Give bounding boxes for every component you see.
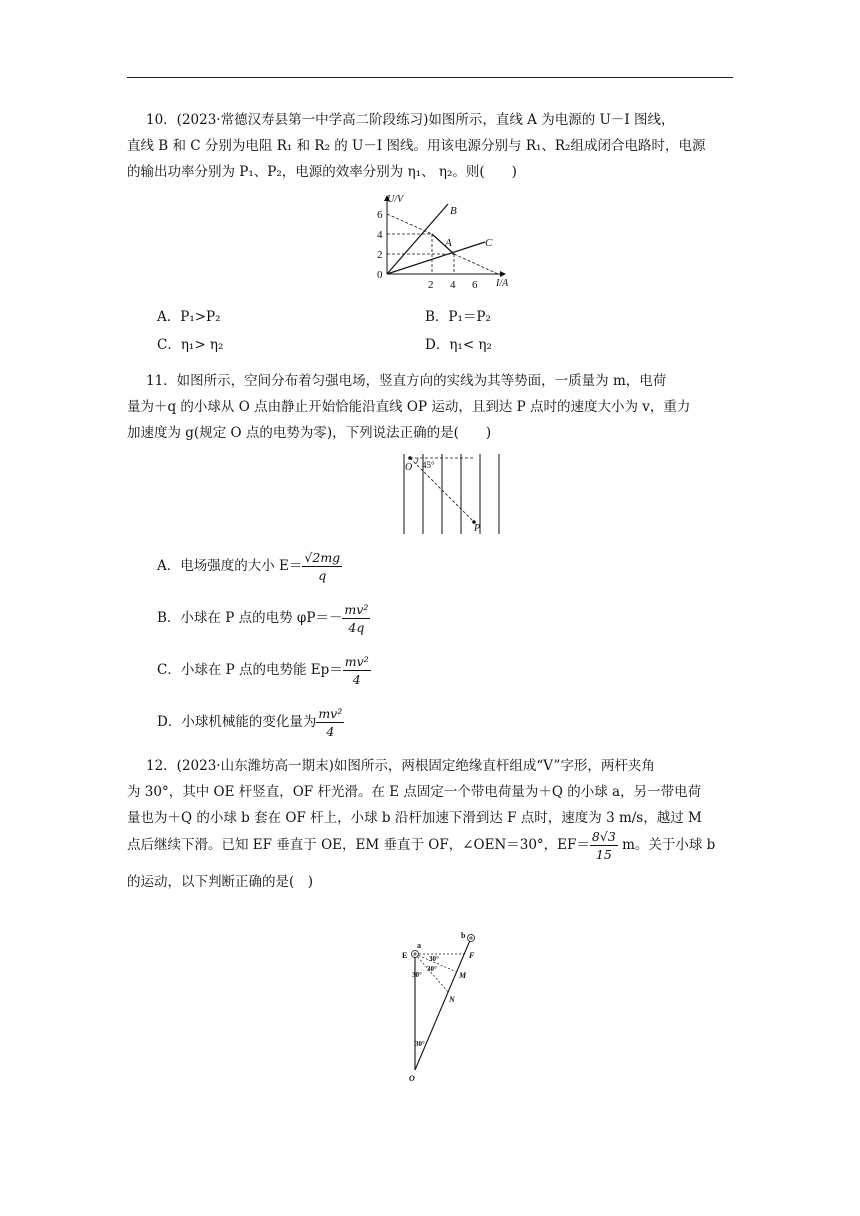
q10-xtick: 2: [428, 279, 434, 291]
header-rule: [127, 77, 733, 78]
fraction-denominator: 15: [595, 847, 612, 862]
q12-label-b: b: [461, 931, 466, 940]
q11-line3: 加速度为 g(规定 O 点的电势为零)，下列说法正确的是( ): [127, 425, 492, 441]
q11-option-b-fraction: [342, 601, 370, 636]
q11-option-b-text: B．小球在 P 点的电势 φP＝－: [157, 610, 343, 626]
q10-ui-graph: [365, 190, 515, 293]
q10-x-axis-label: I/A: [496, 278, 509, 289]
q12-line5: 的运动，以下判断正确的是( ): [127, 874, 314, 890]
q10-line2: 直线 B 和 C 分别为电阻 R₁ 和 R₂ 的 U－I 图线。用该电源分别与 R₁、R₂组成闭合电路时，电源: [127, 138, 706, 154]
q11-option-a-text: A．电场强度的大小 E＝: [157, 558, 303, 574]
q10-y-axis-label: U/V: [387, 194, 404, 205]
fraction-numerator: √2mg: [304, 550, 341, 565]
q12-ef-fraction: [590, 828, 618, 863]
q11-option-c: [157, 653, 371, 688]
q10-ytick: 6: [377, 209, 383, 221]
q10-option-d: D．η₁< η₂: [425, 337, 492, 353]
q11-option-b: [157, 601, 370, 636]
q10-line-a-label: A: [445, 237, 452, 249]
q12-angle-label: 30°: [427, 965, 437, 973]
q11-angle-label: 45°: [422, 460, 435, 470]
q10-origin-label: 0: [377, 269, 383, 281]
fraction-numerator: mv²: [318, 706, 343, 721]
q10-xtick: 4: [450, 279, 456, 291]
q11-option-d-fraction: [316, 705, 344, 740]
fraction-denominator: 4: [352, 672, 361, 687]
q12-line1: 12．(2023·山东潍坊高一期末)如图所示，两根固定绝缘直杆组成“V”字形，两杆夹角: [146, 758, 655, 774]
q11-option-a: [157, 549, 342, 584]
q12-angle-label: 30°: [415, 1040, 425, 1048]
q11-point-p: P: [474, 523, 481, 534]
q12-label-a: a: [417, 941, 421, 950]
q10-ytick: 4: [377, 229, 383, 241]
q11-line1: 11．如图所示，空间分布着匀强电场，竖直方向的实线为其等势面，一质量为 m，电荷: [146, 373, 667, 389]
fraction-numerator: mv²: [344, 654, 369, 669]
q11-line2: 量为＋q 的小球从 O 点由静止开始恰能沿直线 OP 运动，且到达 P 点时的速度大小为 v，重力: [127, 399, 691, 415]
q11-field-diagram: [398, 452, 508, 536]
q10-option-c: C．η₁> η₂: [157, 337, 224, 353]
fraction-numerator: mv²: [344, 602, 369, 617]
q10-line-c-label: C: [485, 237, 493, 249]
q11-option-d-text: D．小球机械能的变化量为: [157, 714, 317, 730]
q12-label-n: N: [449, 995, 455, 1004]
q10-ytick: 2: [377, 249, 383, 261]
q12-label-e: E: [402, 951, 408, 960]
q12-line2: 为 30°，其中 OE 杆竖直，OF 杆光滑。在 E 点固定一个带电荷量为＋Q 的小球 a，另一带电荷: [127, 784, 702, 800]
q12-label-o: O: [409, 1074, 415, 1082]
q10-xtick: 6: [472, 279, 478, 291]
q11-option-c-text: C．小球在 P 点的电势能 Ep＝: [157, 662, 343, 678]
q10-line3: 的输出功率分别为 P₁、P₂，电源的效率分别为 η₁、 η₂。则( ): [127, 164, 517, 180]
q12-label-m: M: [459, 971, 467, 980]
q10-line-b-label: B: [450, 205, 457, 217]
q12-angle-label: 30°: [429, 955, 439, 963]
q12-v-rod-diagram: [395, 930, 485, 1082]
q10-option-b: B．P₁＝P₂: [425, 309, 491, 325]
q11-point-o: O: [405, 462, 413, 473]
q12-line4-text: 点后继续下滑。已知 EF 垂直于 OE，EM 垂直于 OF，∠OEN＝30°，EF＝: [127, 837, 590, 853]
fraction-denominator: 4: [326, 724, 335, 739]
q11-option-a-fraction: [302, 549, 342, 584]
q10-option-a: A．P₁>P₂: [157, 309, 221, 325]
q11-option-d: [157, 705, 344, 740]
q12-angle-label: 30°: [412, 971, 422, 979]
fraction-denominator: 4q: [348, 620, 365, 635]
q10-line1: 10．(2023·常德汉寿县第一中学高二阶段练习)如图所示，直线 A 为电源的 U－I 图线，: [146, 112, 675, 128]
q12-line4: [127, 828, 715, 863]
fraction-numerator: 8√3: [591, 829, 616, 844]
q12-line4-suffix: m。关于小球 b: [617, 837, 716, 853]
q12-line3: 量也为＋Q 的小球 b 套在 OF 杆上，小球 b 沿杆加速下滑到达 F 点时，速度为 3 m/s，越过 M: [127, 810, 702, 826]
fraction-denominator: q: [318, 568, 327, 583]
q12-label-f: F: [469, 951, 475, 960]
q11-option-c-fraction: [343, 653, 371, 688]
